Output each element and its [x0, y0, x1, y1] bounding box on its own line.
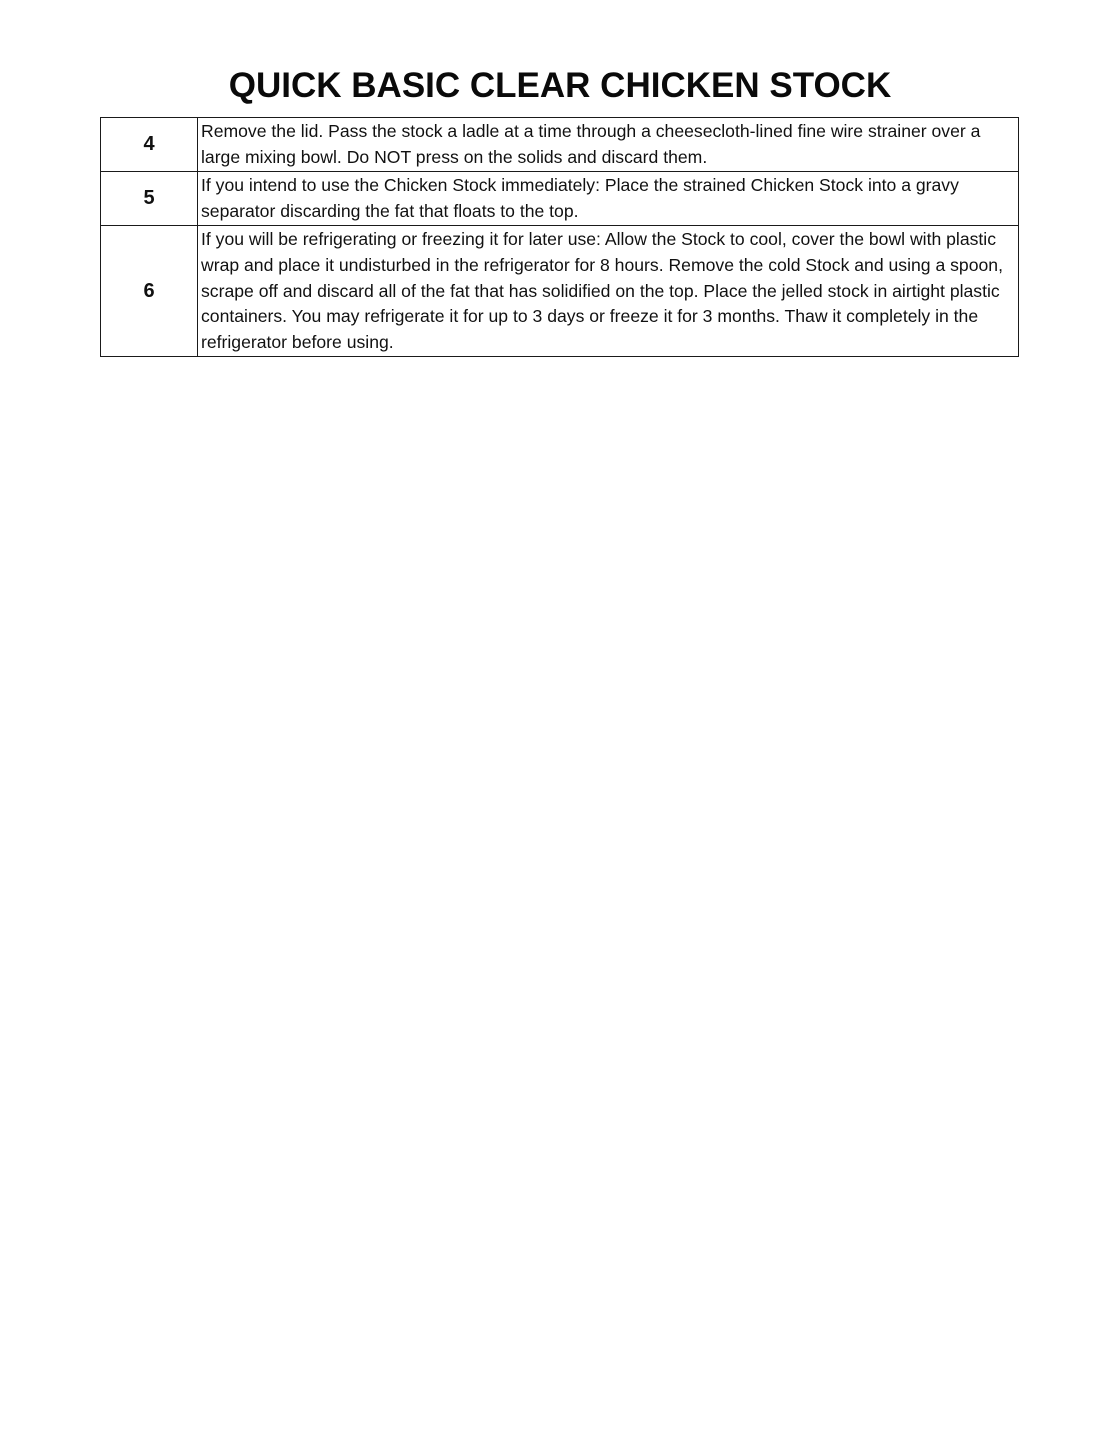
step-number: 6 — [101, 226, 198, 357]
table-row — [101, 226, 1019, 357]
page-title: QUICK BASIC CLEAR CHICKEN STOCK — [228, 66, 892, 105]
steps-table — [100, 117, 1019, 357]
step-number: 4 — [101, 118, 198, 172]
step-text: If you intend to use the Chicken Stock immediately: Place the strained Chicken Stock into a gravy separator discarding the fat that floats to the top. — [198, 172, 1019, 226]
table-row — [101, 118, 1019, 172]
table-row — [101, 172, 1019, 226]
step-text: Remove the lid. Pass the stock a ladle at a time through a cheesecloth-lined fine wire strainer over a large mixing bowl. Do NOT press on the solids and discard them. — [198, 118, 1019, 172]
step-number: 5 — [101, 172, 198, 226]
step-text: If you will be refrigerating or freezing it for later use: Allow the Stock to cool, cover the bowl with plastic wrap and place it undisturbed in the refrigerator for 8 hours. Remove the cold Stock and using a spoon, scrape off and discard all of the fat that has solidified on the top. Place the jelled stock in airtight plastic containers. You may refrigerate it for up to 3 days or freeze it for 3 months. Thaw it completely in the refrigerator before using. — [198, 226, 1019, 357]
